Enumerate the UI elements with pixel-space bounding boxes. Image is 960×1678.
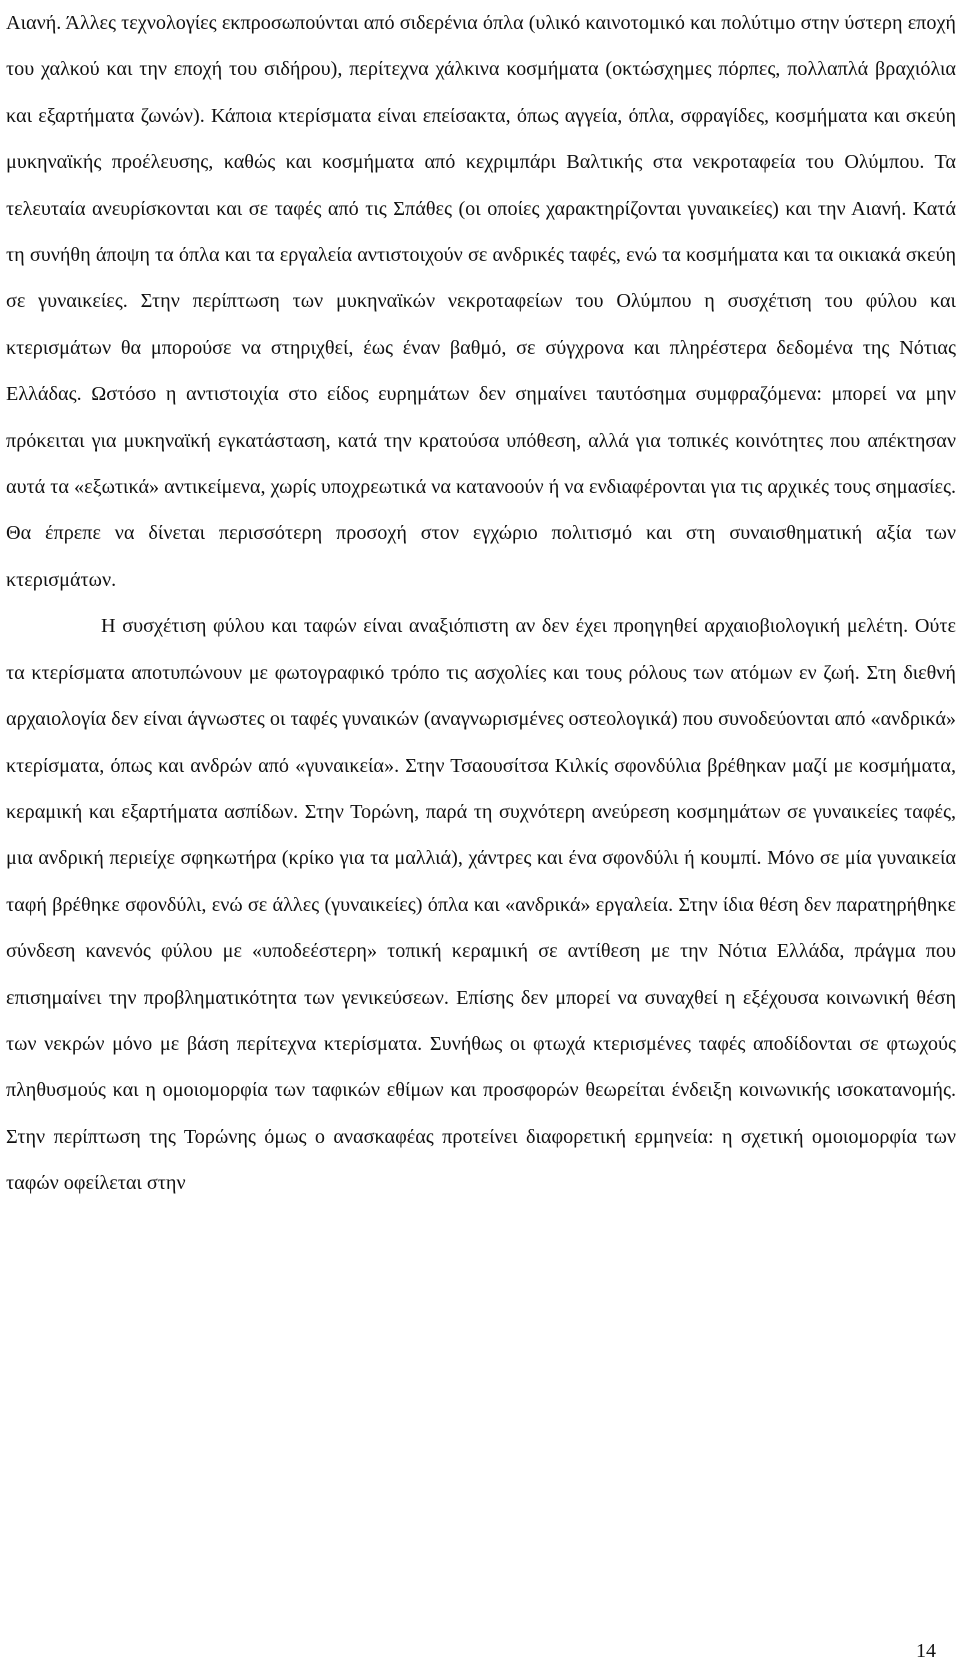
document-page bbox=[6, 0, 956, 1678]
body-text bbox=[6, 0, 956, 1207]
page-number: 14 bbox=[916, 1640, 936, 1662]
paragraph-1: Αιανή. Άλλες τεχνολογίες εκπροσωπούνται από σιδερένια όπλα (υλικό καινοτομικό και πολύτιμο στην ύστερη εποχή του χαλκού και την εποχή του σιδήρου), περίτεχνα χάλκινα κοσμήματα (οκτώσχημες πόρπες, πολλαπλά βραχιόλια και εξαρτήματα ζωνών). Κάποια κτερίσματα είναι επείσακτα, όπως αγγεία, όπλα, σφραγίδες, κοσμήματα και σκεύη μυκηναϊκής προέλευσης, καθώς και κοσμήματα από κεχριμπάρι Βαλτικής στα νεκροταφεία του Ολύμπου. Τα τελευταία ανευρίσκονται και σε ταφές από τις Σπάθες (οι οποίες χαρακτηρίζονται γυναικείες) και την Αιανή. Κατά τη συνήθη άποψη τα όπλα και τα εργαλεία αντιστοιχούν σε ανδρικές ταφές, ενώ τα κοσμήματα και τα οικιακά σκεύη σε γυναικείες. Στην περίπτωση των μυκηναϊκών νεκροταφείων του Ολύμπου η συσχέτιση του φύλου και κτερισμάτων θα μπορούσε να στηριχθεί, έως έναν βαθμό, σε σύγχρονα και πληρέστερα δεδομένα της Νότιας Ελλάδας. Ωστόσο η αντιστοιχία στο είδος ευρημάτων δεν σημαίνει ταυτόσημα συμφραζόμενα: μπορεί να μην πρόκειται για μυκηναϊκή εγκατάσταση, κατά την κρατούσα υπόθεση, αλλά για τοπικές κοινότητες που απέκτησαν αυτά τα «εξωτικά» αντικείμενα, χωρίς υποχρεωτικά να κατανοούν ή να ενδιαφέρονται για τις αρχικές τους σημασίες. Θα έπρεπε να δίνεται περισσότερη προσοχή στον εγχώριο πολιτισμό και στη συναισθηματική αξία των κτερισμάτων. bbox=[6, 12, 956, 591]
paragraph-2: Η συσχέτιση φύλου και ταφών είναι αναξιόπιστη αν δεν έχει προηγηθεί αρχαιοβιολογική μελέτη. Ούτε τα κτερίσματα αποτυπώνουν με φωτογραφικό τρόπο τις ασχολίες και τους ρόλους των ατόμων εν ζωή. Στη διεθνή αρχαιολογία δεν είναι άγνωστες οι ταφές γυναικών (αναγνωρισμένες οστεολογικά) που συνοδεύονται από «ανδρικά» κτερίσματα, όπως και ανδρών από «γυναικεία». Στην Τσαουσίτσα Κιλκίς σφονδύλια βρέθηκαν μαζί με κοσμήματα, κεραμική και εξαρτήματα ασπίδων. Στην Τορώνη, παρά τη συχνότερη ανεύρεση κοσμημάτων σε γυναικείες ταφές, μια ανδρική περιείχε σφηκωτήρα (κρίκο για τα μαλλιά), χάντρες και ένα σφονδύλι ή κουμπί. Μόνο σε μία γυναικεία ταφή βρέθηκε σφονδύλι, ενώ σε άλλες (γυναικείες) όπλα και «ανδρικά» εργαλεία. Στην ίδια θέση δεν παρατηρήθηκε σύνδεση κανενός φύλου με «υποδεέστερη» τοπική κεραμική σε αντίθεση με την Νότια Ελλάδα, πράγμα που επισημαίνει την προβληματικότητα των γενικεύσεων. Επίσης δεν μπορεί να συναχθεί η εξέχουσα κοινωνική θέση των νεκρών μόνο με βάση περίτεχνα κτερίσματα. Συνήθως οι φτωχά κτερισμένες ταφές αποδίδονται σε φτωχούς πληθυσμούς και η ομοιομορφία των ταφικών εθίμων και προσφορών θεωρείται ένδειξη κοινωνικής ισοκατανομής. Στην περίπτωση της Τορώνης όμως ο ανασκαφέας προτείνει διαφορετική ερμηνεία: η σχετική ομοιομορφία των ταφών οφείλεται στην bbox=[6, 615, 956, 1195]
